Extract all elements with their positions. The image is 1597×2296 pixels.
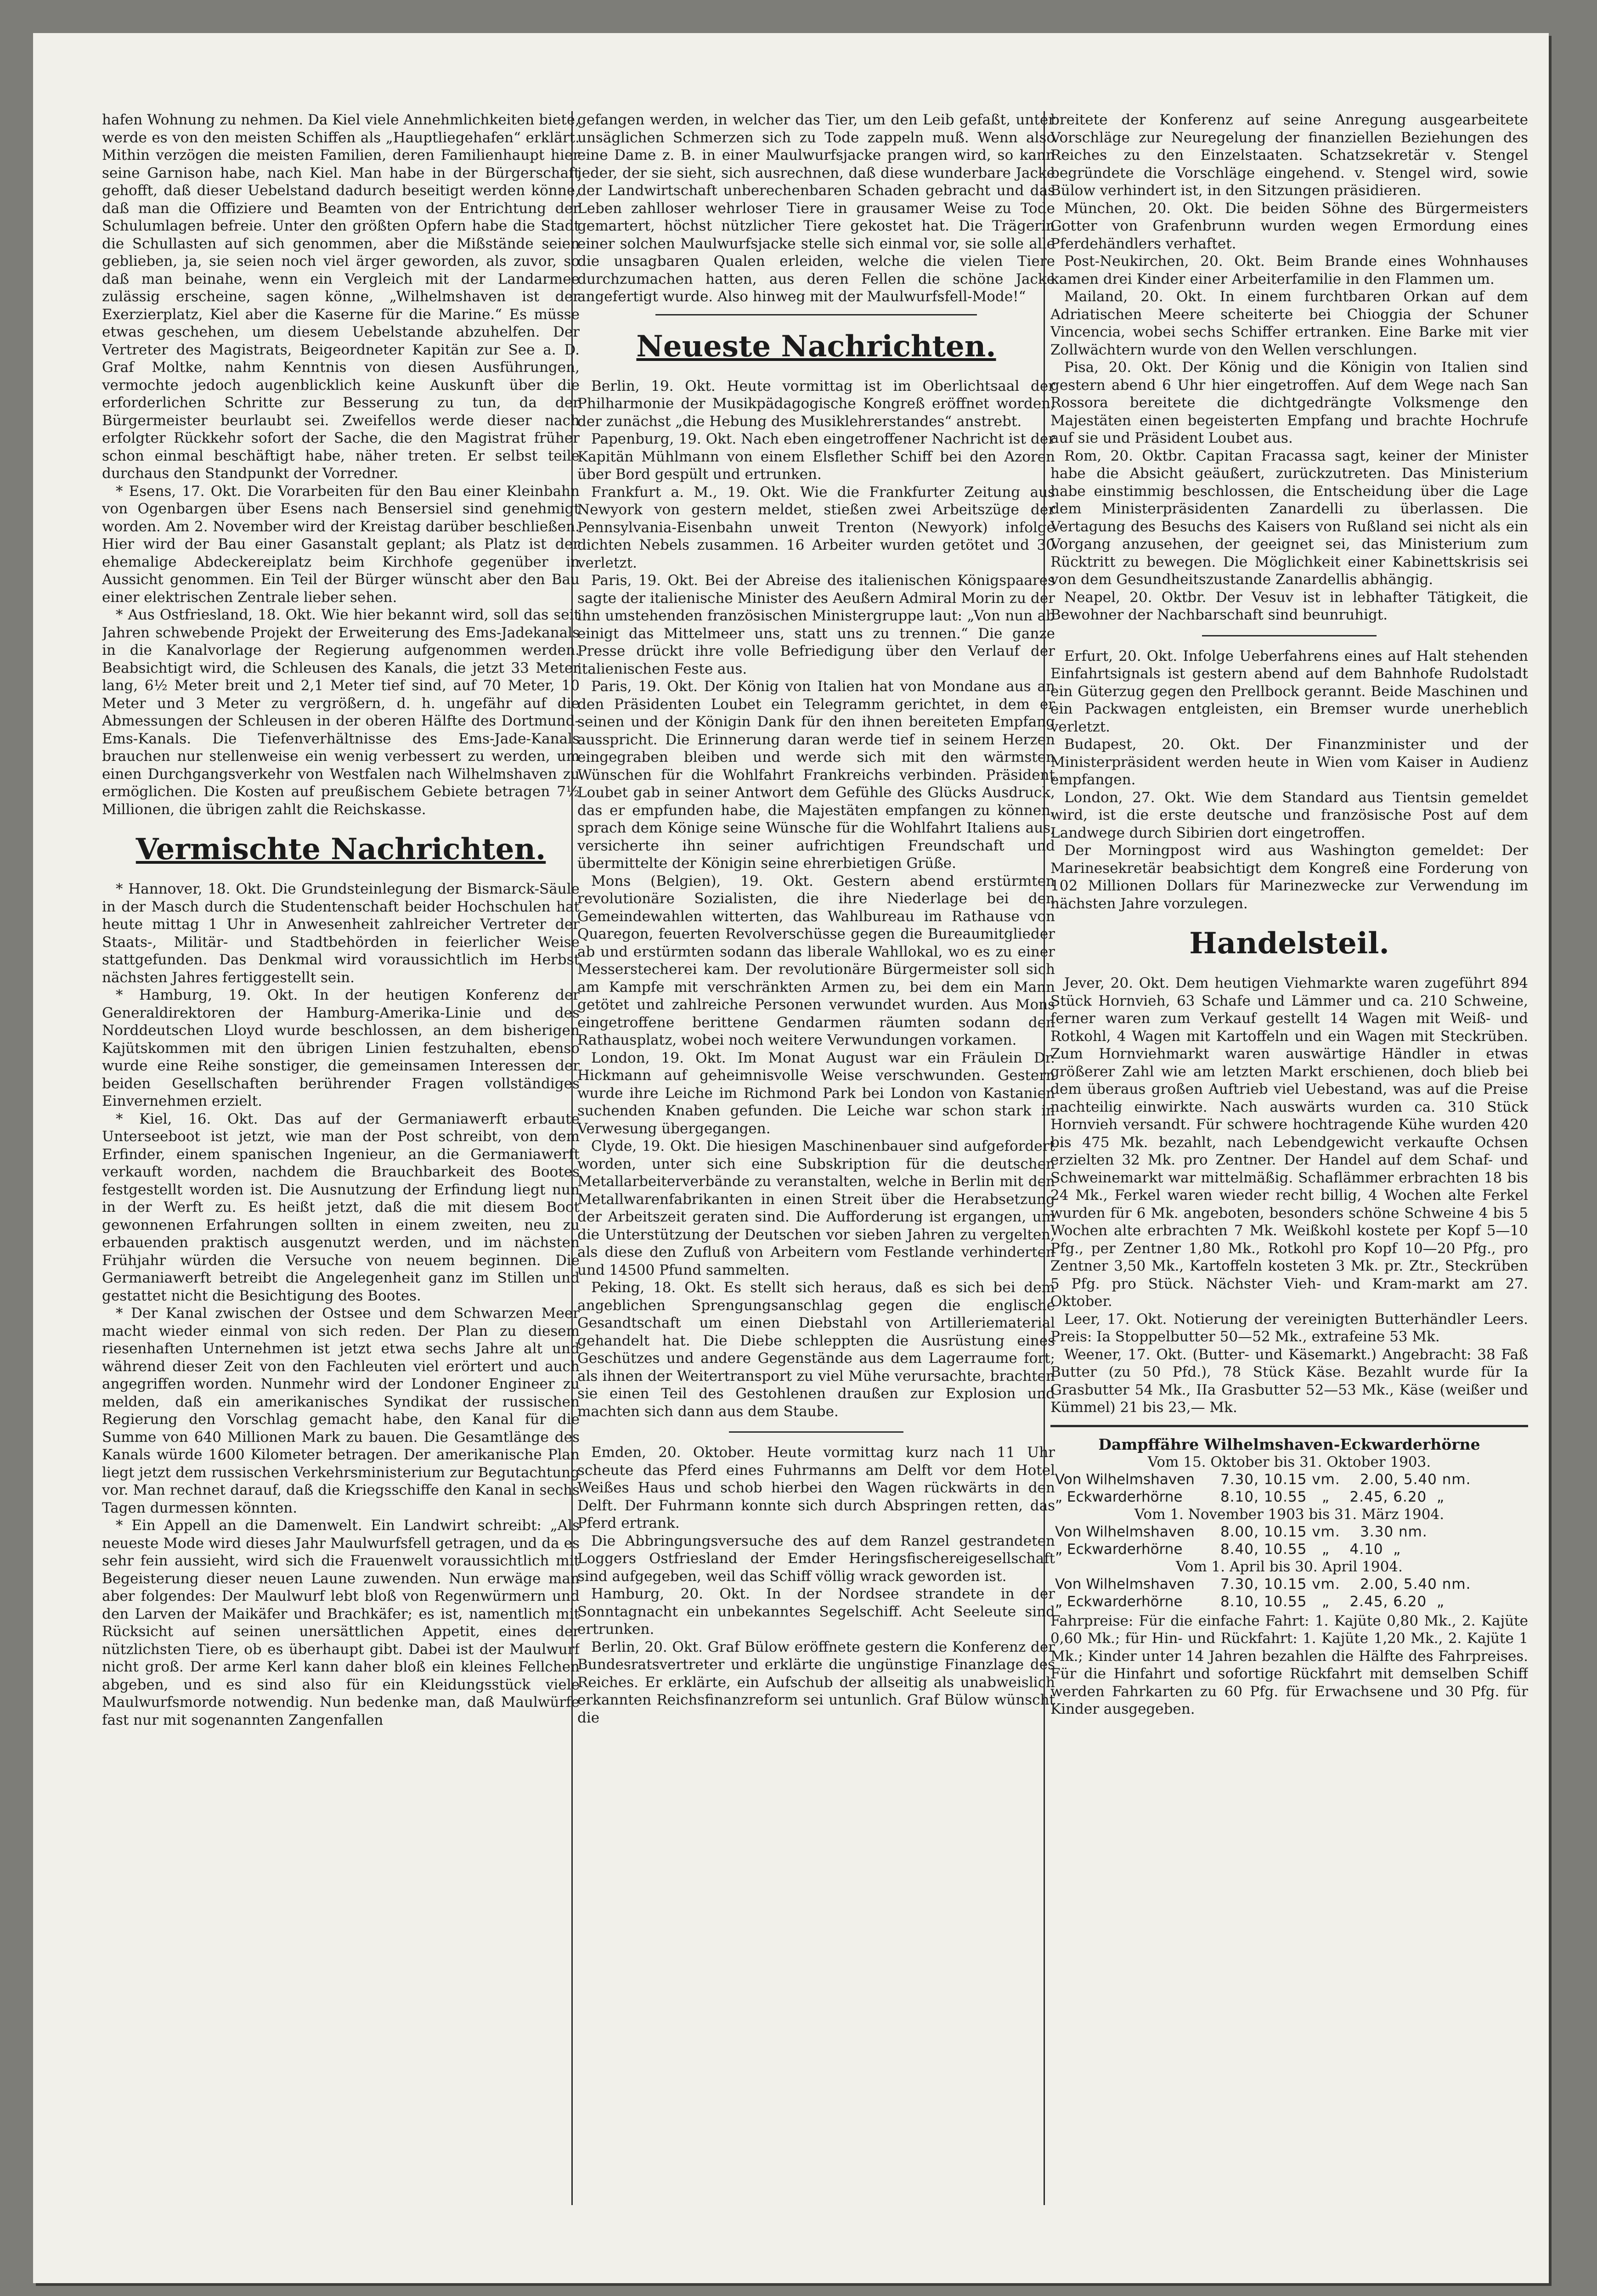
section-heading-neueste: Neueste Nachrichten. [636,329,996,364]
market-jever: Jever, 20. Okt. Dem heutigen Viehmarkte waren zugeführt 894 Stück Hornvieh, 63 Schafe und Lämmer und ca. 210 Schweine, ferner waren zum Verkauf gestellt 14 Wagen mit Weiß- und Rotkohl, 4 Wagen mit Kartoffeln und ein Wagen mit Steckrüben. Zum Hornviehmarkt waren auswärtige Händler in etwas größerer Zahl wie am letzten Markt erschienen, doch blieb bei dem überaus großen Auftrieb viel Uebestand, was auf die Preise nachteilig einwirkte. Nach auswärts wurden ca. 310 Stück Hornvieh versandt. Für schwere hochtragende Kühe wurden 420 bis 475 Mk. bezahlt, nach Lebendgewicht verkaufte Ochsen erzielten 32 Mk. pro Zentner. Der Handel auf dem Schaf- und Schweinemarkt war mittelmäßig. Schaflämmer erbrachten 18 bis 24 Mk., Ferkel waren wieder recht billig, 4 Wochen alte Ferkel wurden für 6 Mk. angeboten, besonders schöne Schweine 4 bis 5 Wochen alte erbrachten 7 Mk. Weißkohl kostete per Kopf 5—10 Pfg., per Zentner 1,80 Mk., Rotkohl pro Kopf 10—20 Pfg., pro Zentner 3,50 Mk., Kartoffeln kosteten 3 Mk. pr. Ztr., Steckrüben 5 Pfg. pro Stück. Nächster Vieh- und Kram-markt am 27. Oktober. [1050,975,1528,1310]
news-frankfurt: Frankfurt a. M., 19. Okt. Wie die Frankfurter Zeitung aus Newyork von gestern meldet, stießen zwei Arbeitszüge der Pennsylvania-Eisenbahn unweit Trenton (Newyork) infolge dichten Nebels zusammen. 16 Arbeiter wurden getötet und 30 verletzt. [577,484,1055,571]
article-appell: * Ein Appell an die Damenwelt. Ein Landwirt schreibt: „Als neueste Mode wird dieses Jahr Maulwurfsfell getragen, und da es sehr fein aussieht, wird sich die Frauenwelt voraussichtlich mit Begeisterung dieser neuen Laune zuwenden. Nun erwäge man aber folgendes: Der Maulwurf lebt bloß von Regenwürmern und den Larven der Maikäfer und Brachkäfer; es ist, namentlich mit Rücksicht auf seinen unersättlichen Appetit, eines der nützlichsten Tiere, ob es überhaupt gibt. Dabei ist der Maulwurf nicht groß. Der arme Kerl kann daher bloß ein kleines Fellchen abgeben, und es sind also für ein Kleidungsstück viele Maulwurfsmorde notwendig. Nun bedenke man, daß Maulwürfe fast nur mit sogenannten Zangenfallen [102,1517,580,1728]
ferry-row [1050,1541,1528,1558]
ferry-row [1050,1593,1528,1610]
ferry-from: „ Eckwarderhörne [1055,1593,1183,1610]
news-berlin-buelow: Berlin, 20. Okt. Graf Bülow eröffnete gestern die Konferenz der Bundesratsvertreter und erklärte die ungünstige Finanzlage des Reiches. Er erklärte, ein Aufschub der allseitig als unabweislich erkannten Reichsfinanzreform sei untunlich. Graf Bülow wünscht die [577,1638,1055,1726]
ferry-row [1050,1576,1528,1593]
article-kanal: * Der Kanal zwischen der Ostsee und dem Schwarzen Meer macht wieder einmal von sich reden. Der Plan zu diesem riesenhaften Unternehmen ist jetzt etwa sechs Jahre alt und während dieser Zeit von den Fachleuten viel erörtert und auch angegriffen worden. Nunmehr wird der Londoner Engineer zu melden, daß ein amerikanisches Syndikat der russischen Regierung den Vorschlag gemacht habe, den Kanal für die Summe von 640 Millionen Mark zu bauen. Die Gesamtlänge des Kanals würde 1600 Kilometer betragen. Der amerikanische Plan liegt jetzt dem russischen Verkehrsministerium zur Begutachtung vor. Man rechnet darauf, daß die Kriegsschiffe den Kanal in sechs Tagen durmessen könnten. [102,1305,580,1516]
ferry-row [1050,1471,1528,1488]
news-emden-logger: Die Abbringungsversuche des auf dem Ranzel gestrandeten Loggers Ostfriesland der Emder Heringsfischereigesellschaft sind aufgegeben, weil das Schiff völlig wrack geworden ist. [577,1532,1055,1585]
market-leer: Leer, 17. Okt. Notierung der vereinigten Butterhändler Leers. Preis: Ia Stoppelbutter 50—52 Mk., extrafeine 53 Mk. [1050,1311,1528,1345]
news-london-post: London, 27. Okt. Wie dem Standard aus Tientsin gemeldet wird, ist die erste deutsche und französische Post auf dem Landwege durch Sibirien dort eingetroffen. [1050,789,1528,841]
separator [1202,635,1377,636]
article-kiel-uboot: * Kiel, 16. Okt. Das auf der Germaniawerft erbaute Unterseeboot ist jetzt, wie man der Post schreibt, von dem Erfinder, einem spanischen Ingenieur, an die Germaniawerft verkauft worden, nachdem die Brauchbarkeit des Bootes festgestellt worden ist. Die Ausnutzung der Erfindung liegt nun in der Werft zu. Es heißt jetzt, daß die mit diesem Boot gewonnenen Erfahrungen sollten in einem zweiten, neu zu erbauenden praktisch ausgenutzt werden, und im nächsten Frühjahr würden die Versuche von neuem beginnen. Die Germaniawerft betreibt die Angelegenheit ganz im Stillen und gestattet nicht die Besichtigung des Bootes. [102,1110,580,1304]
news-rom: Rom, 20. Oktbr. Capitan Fracassa sagt, keiner der Minister habe die Absicht geäußert, zurückzutreten. Das Ministerium habe einstimmig beschlossen, die Entscheidung über die Lage dem Ministerpräsidenten Zanardelli zu überlassen. Die Vertagung des Besuchs des Kaisers von Rußland sei nicht als ein Vorgang anzusehen, der geeignet sei, das Ministerium zum Rücktritt zu bewegen. Die Möglichkeit einer Kabinettskrisis sei von dem Gesundheitszustande Zanardellis abhängig. [1050,447,1528,588]
ferry-row [1050,1523,1528,1541]
news-washington: Der Morningpost wird aus Washington gemeldet: Der Marinesekretär beabsichtigt dem Kongreß eine Forderung von 102 Millionen Dollars für Marinezwecke zur Verwendung im nächsten Jahre vorzulegen. [1050,842,1528,912]
news-berlin: Berlin, 19. Okt. Heute vormittag ist im Oberlichtsaal der Philharmonie der Musikpädagogische Kongreß eröffnet worden, der zunächst „die Hebung des Musiklehrerstandes“ anstrebt. [577,377,1055,430]
separator [655,314,977,315]
news-paris-2: Paris, 19. Okt. Der König von Italien hat von Mondane aus an den Präsidenten Loubet ein Telegramm gerichtet, in dem er seinen und der Königin Dank für den ihnen bereiteten Empfang ausspricht. Die Erinnerung daran werde tief in seinem Herzen eingegraben bleiben und werde sich mit den wärmsten Wünschen für die Wohlfahrt Frankreichs verbinden. Präsident Loubet gab in seiner Antwort dem Gefühle des Glücks Ausdruck, das er empfunden habe, die Majestäten empfangen zu können, sprach dem Könige seine Wünsche für die Wohlfahrt Italiens aus, versicherte ihn seiner aufrichtigen Freundschaft und übermittelte der Königin seine ehrerbietigen Grüße. [577,678,1055,872]
ferry-from: „ Eckwarderhörne [1055,1488,1183,1505]
news-pisa: Pisa, 20. Okt. Der König und die Königin von Italien sind gestern abend 6 Uhr hier eingetroffen. Auf dem Wege nach San Rossora bereitete die dichtgedrängte Volksmenge den Majestäten einen begeisterten Empfang und brachte Hochrufe auf sie und Präsident Loubet aus. [1050,359,1528,446]
news-budapest: Budapest, 20. Okt. Der Finanzminister und der Ministerpräsident werden heute in Wien vom Kaiser in Audienz empfangen. [1050,736,1528,788]
ferry-period-label: Vom 15. Oktober bis 31. Oktober 1903. [1147,1453,1431,1470]
ferry-from: Von Wilhelmshaven [1055,1523,1195,1540]
news-muenchen: München, 20. Okt. Die beiden Söhne des Bürgermeisters Gotter von Grafenbrunn wurden wegen Ermordung eines Pferdehändlers verhaftet. [1050,200,1528,252]
column-1 [102,111,580,2246]
news-neapel: Neapel, 20. Oktbr. Der Vesuv ist in lebhafter Tätigkeit, die Bewohner der Nachbarschaft sind beunruhigt. [1050,589,1528,623]
market-weener: Weener, 17. Okt. (Butter- und Käsemarkt.) Angebracht: 38 Faß Butter (zu 50 Pfd.), 78 Stück Käse. Bezahlt wurde für Ia Grasbutter 54 Mk., IIa Grasbutter 52—53 Mk., Käse (weißer und Kümmel) 21 bis 23,— Mk. [1050,1346,1528,1416]
ferry-fares: Fahrpreise: Für die einfache Fahrt: 1. Kajüte 0,80 Mk., 2. Kajüte 0,60 Mk.; für Hin- und Rückfahrt: 1. Kajüte 1,20 Mk., 2. Kajüte 1 Mk.; Kinder unter 14 Jahren bezahlen die Hälfte des Fahrpreises. Für die Hinfahrt und sofortige Rückfahrt mit demselben Schiff werden Fahrkarten zu 60 Pfg. für Erwachsene und 30 Pfg. für Kinder ausgegeben. [1050,1612,1528,1717]
news-paris-1: Paris, 19. Okt. Bei der Abreise des italienischen Königspaares sagte der italienische Minister des Aeußern Admiral Morin zu der ihn umstehenden französischen Ministergruppe laut: „Von nun ab einigt das Mittelmeer uns, statt uns zu trennen.“ Die ganze Presse drückt ihre volle Befriedigung über den Verlauf der italienischen Feste aus. [577,572,1055,677]
ferry-times: 8.10, 10.55 „ 2.45, 6.20 „ [1220,1488,1445,1505]
ferry-times: 8.10, 10.55 „ 2.45, 6.20 „ [1220,1593,1445,1610]
ferry-times: 7.30, 10.15 vm. 2.00, 5.40 nm. [1220,1471,1471,1488]
ferry-period-label: Vom 1. November 1903 bis 31. März 1904. [1134,1506,1445,1523]
news-mailand: Mailand, 20. Okt. In einem furchtbaren Orkan auf dem Adriatischen Meere scheiterte bei Chioggia der Schuner Vincencia, wobei sechs Schiffer ertranken. Eine Barke mit vier Zollwächtern wurde von den Wellen verschlungen. [1050,288,1528,358]
separator [729,1431,903,1433]
ferry-from: Von Wilhelmshaven [1055,1471,1195,1488]
article-appell-continued: gefangen werden, in welcher das Tier, um den Leib gefaßt, unter unsäglichen Schmerzen sich zu Tode zappeln muß. Wenn also eine Dame z. B. in einer Maulwurfsjacke prangen wird, so kann jeder, der sie sieht, sich ausrechnen, daß diese wunderbare Jacke der Landwirtschaft unberechenbaren Schaden gebracht und das Leben zahlloser wehrloser Tiere in grausamer Weise zu Tode gemartert, höchst nützlicher Tiere gekostet hat. Die Trägerin einer solchen Maulwurfsjacke stelle sich einmal vor, sie solle alle die unsagbaren Qualen erleiden, welche die vielen Tiere durchzumachen hatten, aus deren Fellen die schöne Jacke angefertigt wurde. Also hinweg mit der Maulwurfsfell-Mode!“ [577,112,1055,305]
article-esens: * Esens, 17. Okt. Die Vorarbeiten für den Bau einer Kleinbahn von Ogenbargen über Esens nach Bensersiel sind genehmigt worden. Am 2. November wird der Kreistag darüber beschließen. Hier wird der Bau einer Gasanstalt geplant; als Platz ist der ehemalige Abdeckereiplatz beim Kirchhofe gegenüber in Aussicht genommen. Ein Teil der Bürger wünscht aber den Bau einer elektrischen Zentrale lieber sehen. [102,483,580,606]
news-clyde: Clyde, 19. Okt. Die hiesigen Maschinenbauer sind aufgefordert worden, unter sich eine Subskription für die deutschen Metallarbeiterverbände zu veranstalten, welche in Berlin mit den Metallwarenfabrikanten in einen Streit über die Herabsetzung der Arbeitszeit geraten sind. Die Aufforderung ist ergangen, um die Unterstützung der Deutschen vor sieben Jahren zu vergelten, als diese den Zufluß von Arbeitern vom Festlande verhinderten und 14500 Pfund sammelten. [577,1138,1055,1278]
ferry-title: Dampffähre Wilhelmshaven-Eckwarderhörne [1098,1435,1480,1453]
ferry-times: 7.30, 10.15 vm. 2.00, 5.40 nm. [1220,1576,1471,1593]
column-3 [1050,111,1528,2246]
news-peking: Peking, 18. Okt. Es stellt sich heraus, daß es sich bei dem angeblichen Sprengungsanschlag gegen die englische Gesandtschaft um einen Diebstahl von Artilleriematerial gehandelt hat. Die Diebe schleppten die Ausrüstung eines Geschützes und andere Gegenstände aus dem Lagerraume fort; als ihnen der Weitertransport zu viel Mühe verursachte, brachten sie einen Teil des Gestohlenen draußen zur Explosion und machten sich dann aus dem Staube. [577,1279,1055,1420]
news-berlin-continued: breitete der Konferenz auf seine Anregung ausgearbeitete Vorschläge zur Neuregelung der finanziellen Beziehungen des Reiches zu den Einzelstaaten. Schatzsekretär v. Stengel begründete die Vorschläge eingehend. v. Stengel wird, sowie Bülow verhindert ist, in den Sitzungen präsidieren. [1050,112,1528,199]
column-2 [577,111,1055,2246]
ferry-from: Von Wilhelmshaven [1055,1576,1195,1593]
article-ostfriesland: * Aus Ostfriesland, 18. Okt. Wie hier bekannt wird, soll das seit Jahren schwebende Projekt der Erweiterung des Ems-Jadekanals in die Kanalvorlage der Regierung aufgenommen werden. Beabsichtigt wird, die Schleusen des Kanals, die jetzt 33 Meter lang, 6½ Meter breit und 2,1 Meter tief sind, auf 70 Meter, 10 Meter und 3 Meter zu vergrößern, d. h. ungefähr auf die Abmessungen der Schleusen in der oberen Hälfte des Dortmund-Ems-Kanals. Die Tiefenverhältnisse des Ems-Jade-Kanals brauchen nur stellenweise ein wenig verbessert zu werden, um einen Durchgangsverkehr von Westfalen nach Wilhelmshaven zu ermöglichen. Die Kosten auf preußischem Gebiete betragen 7½ Millionen, die übrigen zahlt die Reichskasse. [102,607,580,818]
article-kiel-continued: hafen Wohnung zu nehmen. Da Kiel viele Annehmlichkeiten biete, werde es von den meisten Schiffen als „Hauptliegehafen“ erklärt. Mithin verzögen die meisten Familien, deren Familienhaupt hier seine Garnison habe, nach Kiel. Man habe in der Bürgerschaft gehofft, daß dieser Uebelstand dadurch beseitigt werden könne, daß man die Offiziere und Beamten von der Entrichtung der Schulumlagen befreie. Unter den größten Opfern habe die Stadt die Schullasten auf sich genommen, aber die Mißstände seien geblieben, ja, sie seien noch viel ärger geworden, als zuvor, so daß man beinahe, wenn ein Vergleich mit der Landarmee zulässig erscheine, sagen könne, „Wilhelmshaven ist der Exerzierplatz, Kiel aber die Kaserne für die Marine.“ Es müsse etwas geschehen, um diesem Uebelstande abzuhelfen. Der Vertreter des Magistrats, Beigeordneter Kapitän zur See a. D. Graf Moltke, nahm Kenntnis von diesen Ausführungen, vermochte jedoch augenblicklich keine Auskunft über die erforderlichen Schritte zur Besserung zu tun, da der Bürgermeister beurlaubt sei. Zweifellos werde dieser nach erfolgter Rückkehr sofort der Sache, die den Magistrat früher schon einmal beschäftigt habe, näher treten. Er selbst teile durchaus den Standpunkt der Vorredner. [102,112,580,482]
article-hannover: * Hannover, 18. Okt. Die Grundsteinlegung der Bismarck-Säule in der Masch durch die Studentenschaft beider Hochschulen hat heute mittag 1 Uhr in Anwesenheit zahlreicher Vertreter der Staats-, Militär- und Stadtbehörden in feierlicher Weise stattgefunden. Das Denkmal wird voraussichtlich im Herbst nächsten Jahres fertiggestellt sein. [102,881,580,986]
news-mons: Mons (Belgien), 19. Okt. Gestern abend erstürmten revolutionäre Sozialisten, die ihre Niederlage bei den Gemeindewahlen witterten, das Wahlbureau im Rathause von Quaregon, feuerten Revolverschüsse gegen die Bureaumitglieder ab und erstürmten sodann das liberale Wahllokal, wo es zu einer Messerstecherei kam. Der revolutionäre Bürgermeister soll sich am Kampfe mit verschränkten Armen zu, bei dem ein Mann getötet und zahlreiche Personen verwundet wurden. Aus Mons eingetroffene berittene Gendarmen räumten sodann den Rathausplatz, wobei noch weitere Verwundungen vorkamen. [577,872,1055,1048]
section-heading-vermischte: Vermischte Nachrichten. [135,832,546,867]
news-erfurt: Erfurt, 20. Okt. Infolge Ueberfahrens eines auf Halt stehenden Einfahrtsignals ist gestern abend auf dem Bahnhofe Rudolstadt ein Güterzug gegen den Prellbock gerannt. Beide Maschinen und ein Packwagen entgleisten, ein Bremser wurde unerheblich verletzt. [1050,647,1528,735]
newspaper-page [33,33,1549,2283]
ferry-period-label: Vom 1. April bis 30. April 1904. [1176,1558,1403,1575]
news-emden: Emden, 20. Oktober. Heute vormittag kurz nach 11 Uhr scheute das Pferd eines Fuhrmanns am Delft vor dem Hotel Weißes Haus und schob hierbei den Wagen rückwärts in den Delft. Der Fuhrmann konnte sich durch Abspringen retten, das Pferd ertrank. [577,1444,1055,1531]
ferry-times: 8.00, 10.15 vm. 3.30 nm. [1220,1523,1428,1540]
news-hamburg: Hamburg, 20. Okt. In der Nordsee strandete in der Sonntagnacht ein unbekanntes Segelschiff. Acht Seeleute sind ertrunken. [577,1586,1055,1638]
news-london: London, 19. Okt. Im Monat August war ein Fräulein Dr. Hickmann auf geheimnisvolle Weise verschwunden. Gestern wurde ihre Leiche im Richmond Park bei London von Kastanien suchenden Knaben gefunden. Die Leiche war schon stark in Verwesung übergegangen. [577,1049,1055,1137]
section-heading-handelsteil: Handelsteil. [1189,926,1389,961]
ferry-from: „ Eckwarderhörne [1055,1541,1183,1558]
ferry-timetable [1050,1435,1528,1718]
article-hamburg: * Hamburg, 19. Okt. In der heutigen Konferenz der Generaldirektoren der Hamburg-Amerika-Linie und des Norddeutschen Lloyd wurde beschlossen, an dem bisherigen Kajütskommen mit den übrigen Linien festzuhalten, ebenso wurde eine Reihe sonstiger, die gemeinsamen Interessen der beiden Gesellschaften berührender Fragen vollständiges Einvernehmen erzielt. [102,987,580,1109]
ferry-times: 8.40, 10.55 „ 4.10 „ [1220,1541,1401,1558]
ferry-row [1050,1488,1528,1506]
separator [1050,1425,1528,1427]
news-post-neukirchen: Post-Neukirchen, 20. Okt. Beim Brande eines Wohnhauses kamen drei Kinder einer Arbeiterfamilie in den Flammen um. [1050,253,1528,287]
news-papenburg: Papenburg, 19. Okt. Nach eben eingetroffener Nachricht ist der Kapitän Mühlmann von einem Elsflether Schiff bei den Azoren über Bord gespült und ertrunken. [577,431,1055,483]
